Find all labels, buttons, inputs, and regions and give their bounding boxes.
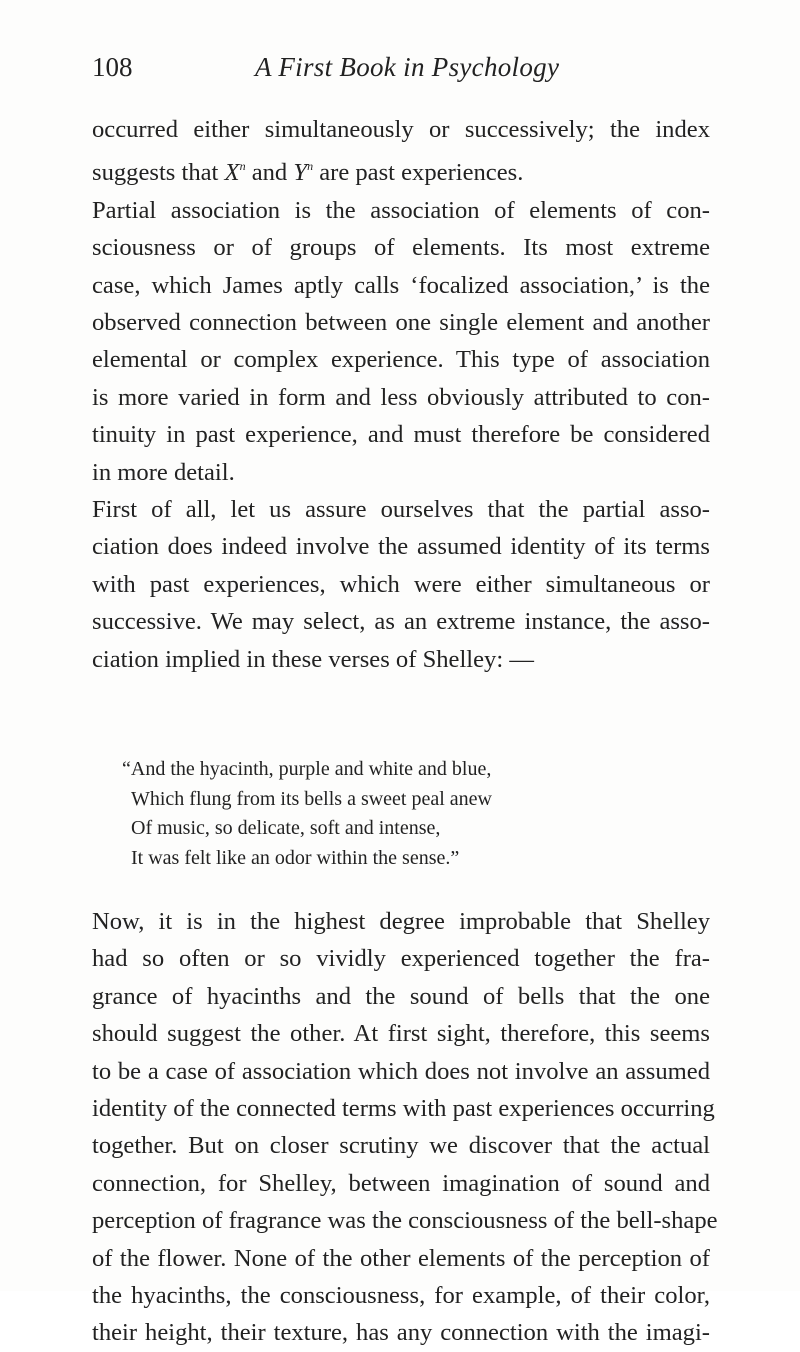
text-line: ciation implied in these verses of Shelley: — (92, 645, 534, 673)
text-line: connection, for Shelley, between imagination of sound and (92, 1169, 710, 1197)
text-line: First of all, let us assure ourselves that the partial asso- (92, 496, 710, 524)
text-fragment: suggests that (92, 159, 225, 187)
text-line: the hyacinths, the consciousness, for example, of their color, (92, 1282, 710, 1310)
variable-y: Y (293, 159, 308, 187)
verse-line: It was felt like an odor within the sense.” (131, 846, 460, 869)
text-line: of the flower. None of the other elements of the perception of (92, 1244, 710, 1272)
text-line: had so often or so vividly experienced together the fra- (92, 945, 710, 973)
paragraph-now-it-is (92, 903, 718, 1352)
paragraph-partial-association (92, 192, 710, 491)
body-text-upper (92, 111, 710, 678)
text-line: Partial association is the association of elements of con- (92, 196, 710, 224)
running-title: A First Book in Psychology (255, 52, 560, 82)
text-line: to be a case of association which does not involve an assumed (92, 1057, 710, 1085)
text-line (92, 148, 710, 191)
text-line: should suggest the other. At first sight, therefore, this seems (92, 1020, 710, 1048)
text-line: with past experiences, which were either simultaneous or (92, 570, 710, 598)
text-line: tinuity in past experience, and must therefore be considered (92, 421, 710, 449)
running-head (92, 52, 708, 92)
text-fragment: and (245, 159, 294, 187)
index-superscript: n (239, 159, 246, 174)
paragraph-continuation (92, 111, 710, 192)
verse-line: “And the hyacinth, purple and white and blue, (122, 758, 492, 780)
paragraph-first-of-all (92, 491, 710, 678)
text-line: occurred either simultaneously or successively; the index (92, 116, 710, 143)
text-line: observed connection between one single element and another (92, 309, 710, 337)
verse-line: Which flung from its bells a sweet peal anew (131, 787, 492, 810)
text-line: their height, their texture, has any connection with the imagi- (92, 1319, 710, 1347)
text-line: elemental or complex experience. This type of association (92, 346, 710, 374)
text-fragment: are past experiences. (313, 159, 524, 187)
shelley-quotation (122, 755, 691, 873)
text-line: grance of hyacinths and the sound of bells that the one (92, 982, 710, 1010)
page-number: 108 (92, 52, 133, 82)
text-line: ciation does indeed involve the assumed identity of its terms (92, 533, 710, 561)
text-line: case, which James aptly calls ‘focalized association,’ is the (92, 271, 710, 299)
text-line: is more varied in form and less obviously attributed to con- (92, 383, 710, 411)
text-line: in more detail. (92, 458, 235, 486)
text-line: Now, it is in the highest degree improbable that Shelley (92, 908, 710, 935)
text-line: sciousness or of groups of elements. Its most extreme (92, 234, 710, 262)
text-line: together. But on closer scrutiny we discover that the actual (92, 1132, 710, 1160)
verse-line: Of music, so delicate, soft and intense, (131, 817, 441, 839)
text-line: successive. We may select, as an extreme instance, the asso- (92, 608, 710, 636)
text-line: identity of the connected terms with past experiences occurring (92, 1095, 715, 1123)
body-text-lower (92, 903, 718, 1352)
index-superscript: n (307, 159, 314, 174)
text-line: perception of fragrance was the consciousness of the bell-shape (92, 1207, 718, 1235)
variable-x: X (224, 159, 240, 187)
